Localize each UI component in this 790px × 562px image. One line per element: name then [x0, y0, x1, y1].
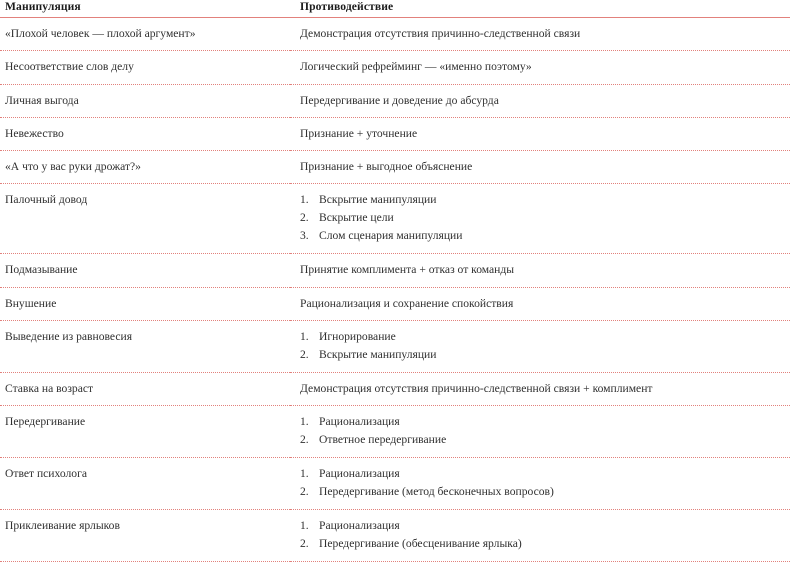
counter-text: Демонстрация отсутствия причинно-следственной связи + комплимент: [300, 382, 653, 395]
table-row: [0, 254, 790, 287]
counter-step-item: Вскрытие манипуляции: [319, 348, 437, 362]
cell-counter: [290, 51, 790, 84]
cell-manipulation: Выведение из равновесия: [5, 330, 133, 344]
counter-step-item: Игнорирование: [319, 330, 396, 344]
cell-counter: [290, 18, 790, 51]
table-row: [0, 51, 790, 84]
counter-step-item: Вскрытие манипуляции: [319, 193, 437, 207]
cell-counter: [290, 117, 790, 150]
cell-manipulation: Палочный довод: [5, 193, 88, 207]
cell-manipulation: «Плохой человек — плохой аргумент»: [5, 27, 196, 40]
table-row: [0, 321, 790, 373]
counter-step-list: [300, 466, 784, 500]
cell-counter: [290, 287, 790, 320]
counter-text: Передергивание и доведение до абсурда: [300, 93, 499, 107]
column-header-counter: Противодействие: [290, 0, 790, 18]
counter-step-item: Ответное передергивание: [319, 433, 447, 447]
cell-manipulation: Внушение: [5, 296, 57, 310]
counter-step-list: [300, 414, 784, 448]
table-row: [0, 151, 790, 184]
table-header-row: [0, 0, 790, 18]
counter-step-list: [300, 329, 784, 363]
table-row: [0, 458, 790, 510]
table-row: [0, 406, 790, 458]
counter-step-item: Передергивание (обесценивание ярлыка): [319, 537, 522, 551]
table-header: [0, 0, 790, 18]
counter-text: Логический рефрейминг — «именно поэтому»: [300, 60, 532, 74]
table-row: [0, 117, 790, 150]
column-header-manipulation: Манипуляция: [0, 0, 290, 18]
cell-manipulation: Невежество: [5, 126, 64, 140]
cell-counter: [290, 406, 790, 458]
counter-step-item: Передергивание (метод бесконечных вопросов): [319, 485, 554, 499]
cell-manipulation: «А что у вас руки дрожат?»: [5, 160, 141, 174]
table-row: [0, 373, 790, 406]
counter-text: Принятие комплимента + отказ от команды: [300, 263, 515, 277]
counter-step-item: Рационализация: [319, 415, 400, 429]
counter-step-item: Слом сценария манипуляции: [319, 229, 463, 243]
cell-counter: [290, 254, 790, 287]
table-row: [0, 184, 790, 254]
table-row: [0, 510, 790, 562]
cell-manipulation: Приклеивание ярлыков: [5, 519, 120, 533]
table-body: [0, 18, 790, 562]
table-row: [0, 18, 790, 51]
cell-manipulation: Ответ психолога: [5, 467, 87, 481]
counter-text: Демонстрация отсутствия причинно-следственной связи: [300, 27, 581, 40]
cell-manipulation: Передергивание: [5, 415, 86, 429]
cell-counter: [290, 321, 790, 373]
counter-text: Признание + выгодное объяснение: [300, 160, 473, 174]
cell-manipulation: Подмазывание: [5, 263, 78, 277]
counter-step-list: [300, 192, 784, 244]
cell-counter: [290, 510, 790, 562]
cell-manipulation: Ставка на возраст: [5, 382, 94, 395]
counter-step-item: Рационализация: [319, 519, 400, 533]
cell-counter: [290, 373, 790, 406]
counter-step-item: Вскрытие цели: [319, 211, 394, 225]
counter-text: Признание + уточнение: [300, 126, 418, 140]
cell-counter: [290, 84, 790, 117]
cell-counter: [290, 151, 790, 184]
cell-manipulation: Несоответствие слов делу: [5, 60, 134, 74]
cell-counter: [290, 184, 790, 254]
table-row: [0, 84, 790, 117]
table-row: [0, 287, 790, 320]
cell-manipulation: Личная выгода: [5, 93, 79, 107]
cell-counter: [290, 458, 790, 510]
counter-step-item: Рационализация: [319, 467, 400, 481]
counter-text: Рационализация и сохранение спокойствия: [300, 296, 514, 310]
counter-step-list: [300, 518, 784, 552]
